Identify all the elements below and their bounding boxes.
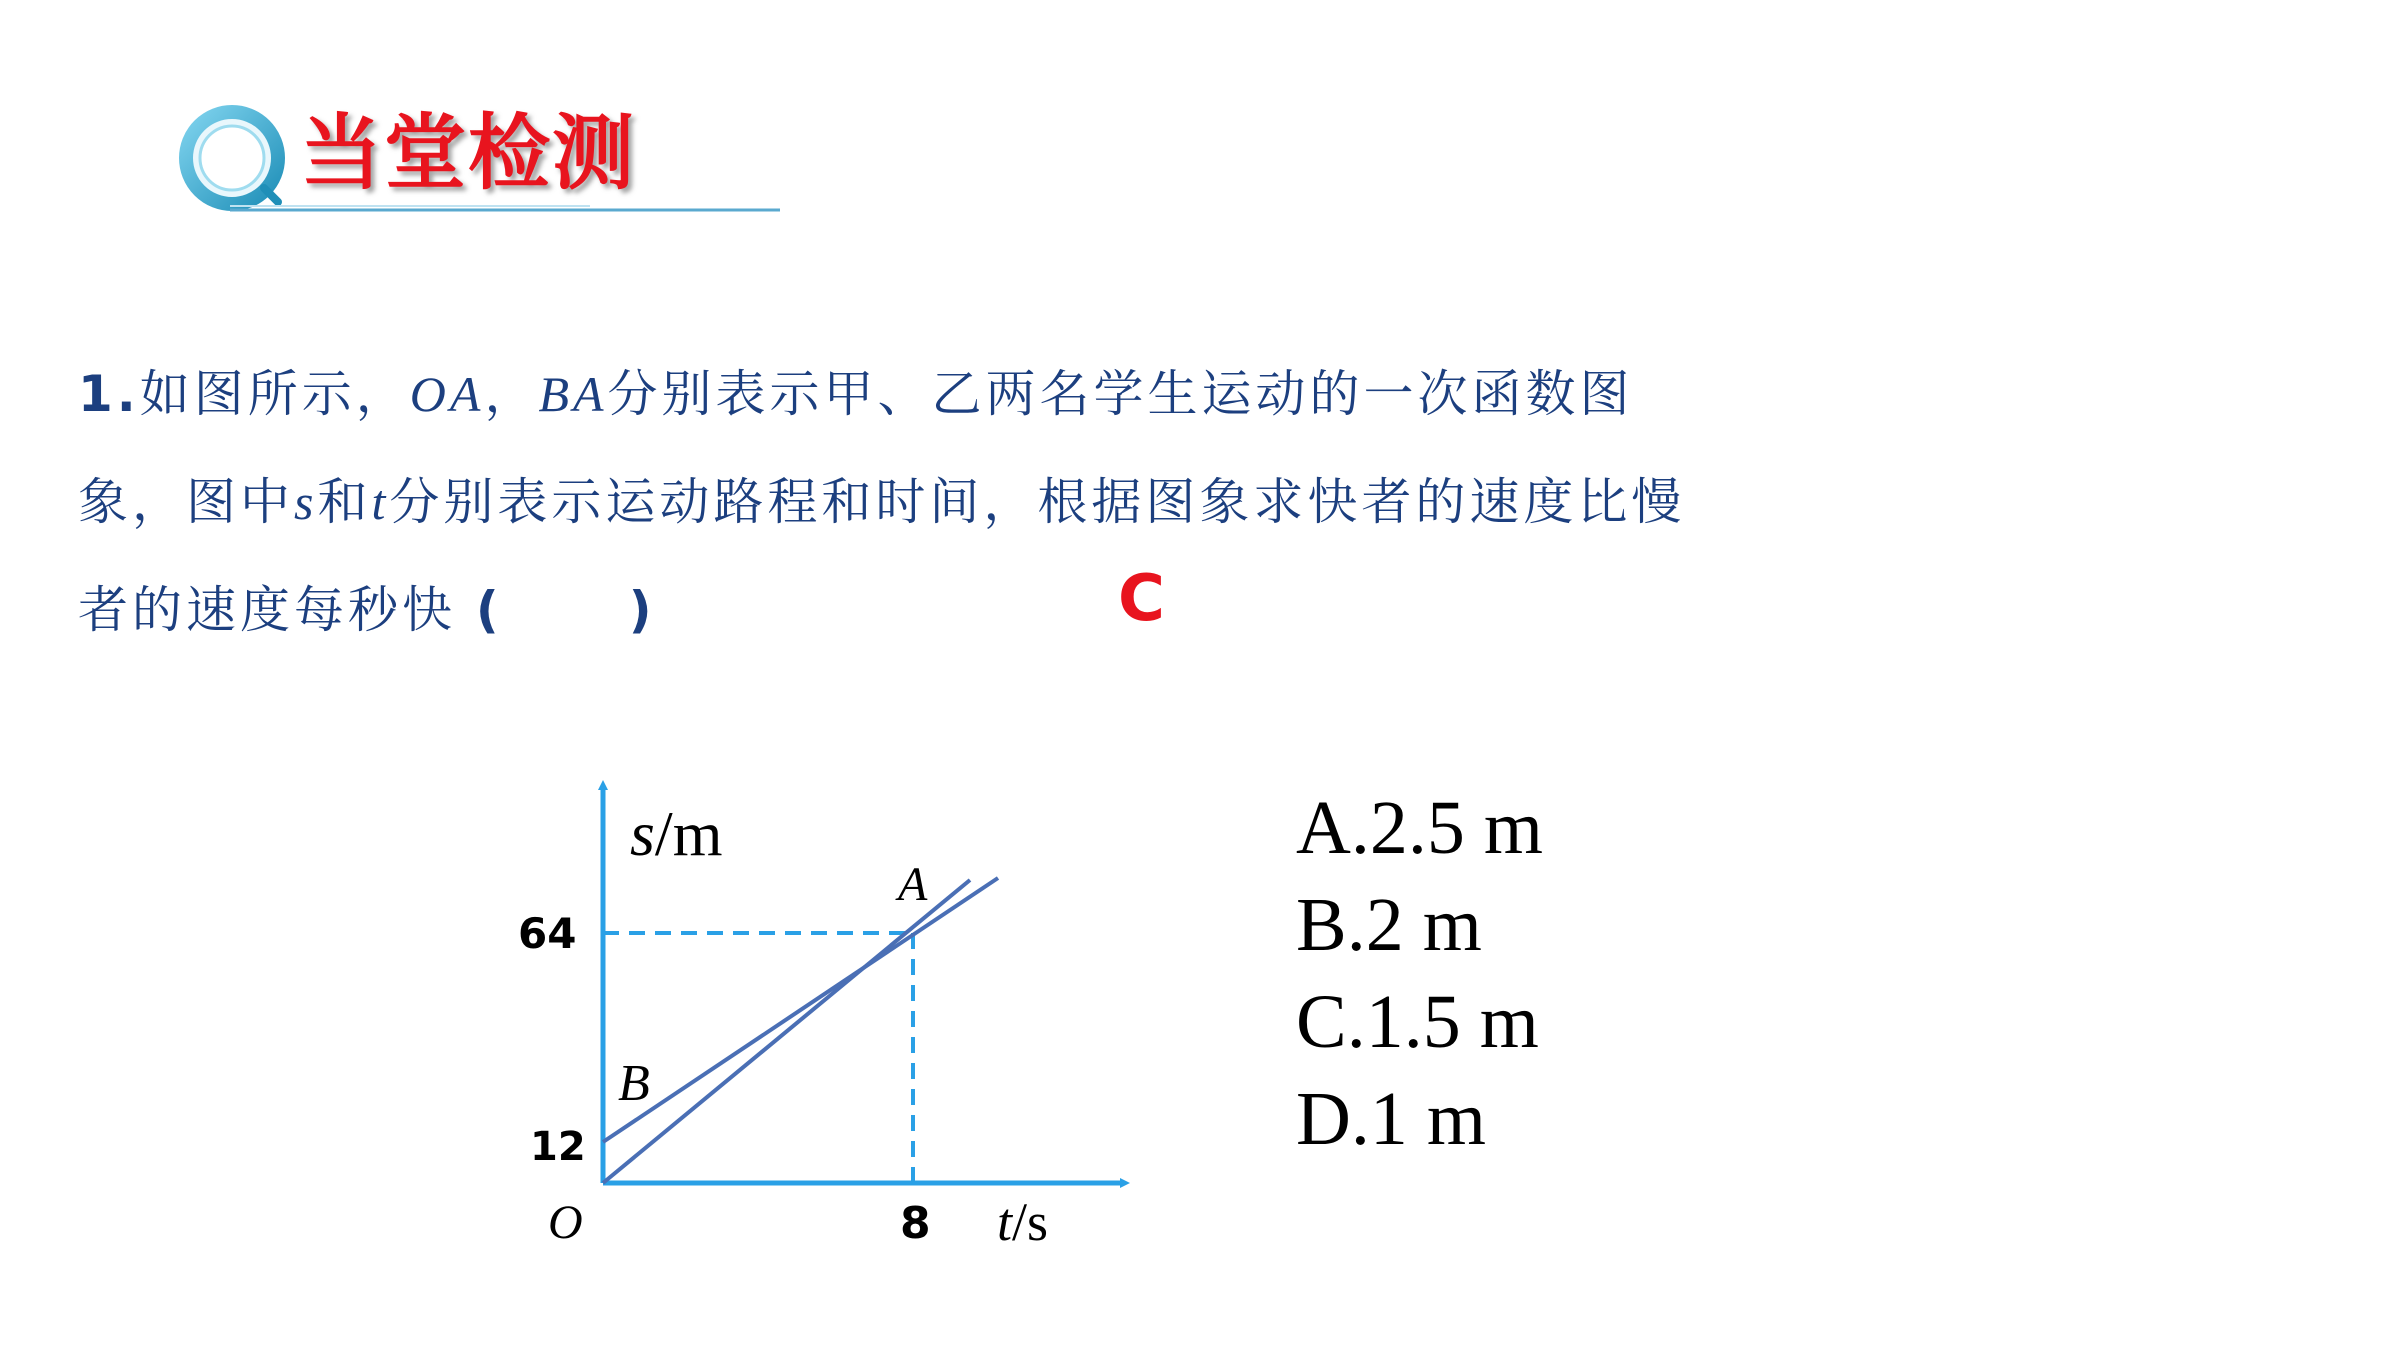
question-sep1: ， — [484, 365, 539, 423]
point-B-label: B — [618, 1055, 650, 1112]
x-axis-label: t/s — [997, 1192, 1049, 1252]
function-graph — [500, 770, 1160, 1270]
question-part3: 和 — [317, 473, 372, 531]
question-number: 1. — [78, 365, 140, 423]
option-b[interactable]: B.2 m — [1296, 883, 1482, 967]
question-part2: 分别表示甲、乙两名学生运动的一次函数图象，图中 — [78, 365, 1634, 531]
line-OA — [603, 880, 970, 1183]
y-tick-64: 64 — [518, 909, 577, 958]
paren-close: ) — [628, 581, 652, 639]
option-d[interactable]: D.1 m — [1296, 1077, 1486, 1161]
page-title: 当堂检测 — [300, 106, 637, 201]
question-text — [78, 340, 1738, 664]
line-BA — [603, 878, 998, 1142]
options-list — [1296, 780, 1543, 1168]
section-header — [170, 100, 790, 220]
var-s: s — [294, 474, 318, 530]
var-OA: OA — [409, 366, 485, 422]
paren-open: ( — [475, 581, 499, 639]
var-t: t — [371, 474, 390, 530]
option-c[interactable]: C.1.5 m — [1296, 980, 1539, 1064]
x-tick-8: 8 — [900, 1198, 931, 1249]
answer-label: C — [1118, 562, 1165, 636]
option-a[interactable]: A.2.5 m — [1296, 786, 1543, 870]
y-tick-12: 12 — [530, 1124, 586, 1170]
var-BA: BA — [538, 366, 608, 422]
question-part1: 如图所示， — [139, 365, 410, 423]
origin-label: O — [548, 1196, 583, 1249]
y-axis-label: s/m — [630, 798, 723, 869]
point-A-label: A — [898, 858, 928, 911]
question-part4: 分别表示运动路程和时间，根据图象求快者的速度比慢者的速度每秒快 — [78, 473, 1686, 639]
